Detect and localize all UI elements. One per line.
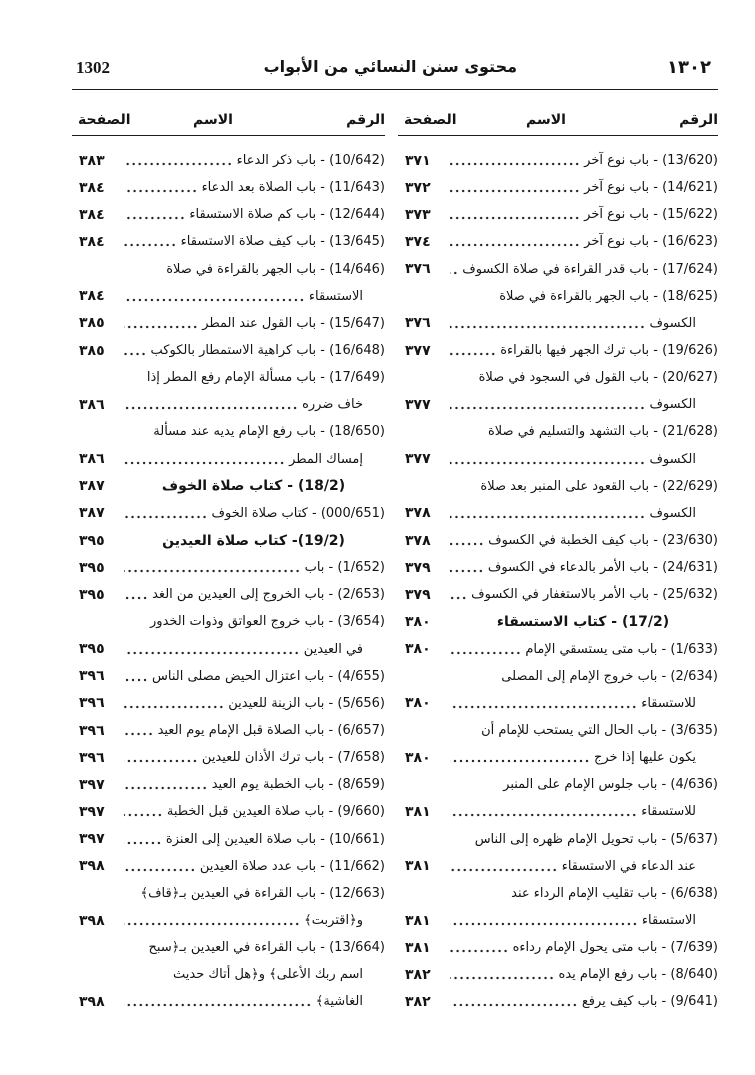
toc-entry-line — [398, 961, 718, 988]
entry-title: (10/661) - باب صلاة العيدين إلى العنزة — [165, 831, 385, 847]
dot-leader — [124, 663, 148, 690]
entry-title: (5/637) - باب تحويل الإمام ظهره إلى الناس — [474, 831, 718, 847]
entry-title: (18/650) - باب رفع الإمام يديه عند مسألة — [153, 424, 385, 440]
entry-title: (15/622) - باب نوع آخر — [584, 207, 718, 223]
section-heading-line — [398, 608, 718, 635]
toc-entry-line — [398, 527, 718, 554]
dot-leader — [124, 717, 154, 744]
column-header — [398, 108, 718, 136]
toc-entry-line — [398, 907, 718, 934]
entry-title: (9/660) - باب صلاة العيدين قبل الخطبة — [166, 804, 385, 820]
dot-leader — [124, 147, 233, 174]
toc-entry-line — [72, 256, 385, 283]
entry-title: الاستسقاء — [308, 288, 363, 304]
toc-entry-line — [72, 826, 385, 853]
entry-title: الكسوف — [649, 451, 696, 467]
entry-title: الكسوف — [649, 505, 696, 521]
entry-title: (7/639) - باب متى يحول الإمام رداءه — [512, 940, 718, 956]
entry-title: يكون عليها إذا خرج — [593, 750, 696, 766]
toc-entry-line — [72, 744, 385, 771]
page-number-arabic: ١٣٠٢ — [667, 57, 711, 78]
entry-title: (22/629) - باب القعود على المنبر بعد صلاة — [480, 478, 718, 494]
dot-leader — [450, 500, 645, 527]
dot-leader — [124, 690, 224, 717]
entry-page-number: ٣٧٨ — [405, 532, 431, 549]
toc-entries — [398, 147, 718, 1016]
entry-page-number: ٣٨٢ — [405, 993, 431, 1010]
entry-page-number: ٣٨٥ — [79, 342, 105, 359]
entry-page-number: ٣٨١ — [405, 912, 431, 929]
entry-title: (10/642) - باب ذكر الدعاء — [236, 153, 385, 169]
entry-page-number: ٣٨٦ — [79, 396, 105, 413]
toc-entry-line — [398, 988, 718, 1015]
entry-title: (16/648) - باب كراهية الاستمطار بالكوكب — [150, 343, 385, 359]
dot-leader — [124, 744, 198, 771]
entry-page-number: ٣٩٨ — [79, 858, 105, 875]
column-header-number: الرقم — [346, 112, 385, 128]
toc-entry-line — [72, 988, 385, 1015]
dot-leader — [124, 826, 162, 853]
column-header-name: الاسم — [193, 112, 233, 128]
entry-page-number: ٣٨٤ — [79, 179, 105, 196]
toc-column-left — [72, 108, 385, 1016]
dot-leader — [450, 581, 467, 608]
dot-leader — [124, 636, 300, 663]
entry-page-number: ٣٨٤ — [79, 206, 105, 223]
entry-title: خاف ضرره — [302, 397, 363, 413]
entry-page-number: ٣٨٠ — [405, 695, 431, 712]
entry-title: و﴿اقتربت﴾ — [304, 913, 363, 928]
entry-page-number: ٣٨٢ — [405, 966, 431, 983]
toc-entry-line — [398, 364, 718, 391]
toc-entry-line — [72, 636, 385, 663]
entry-page-number: ٣٩٥ — [79, 532, 105, 549]
toc-entry-line — [398, 473, 718, 500]
entry-title: (24/631) - باب الأمر بالدعاء في الكسوف — [487, 560, 718, 576]
entry-page-number: ٣٧٤ — [405, 233, 431, 250]
toc-entry-line — [398, 798, 718, 825]
toc-entry-line — [398, 391, 718, 418]
entry-page-number: ٣٨٠ — [405, 641, 431, 658]
dot-leader — [450, 853, 558, 880]
entry-title: (11/643) - باب الصلاة بعد الدعاء — [201, 180, 385, 196]
entry-title: الكسوف — [649, 397, 696, 413]
column-header-page: الصفحة — [404, 112, 457, 128]
entry-page-number: ٣٧٧ — [405, 342, 431, 359]
entry-title: (6/657) - باب الصلاة قبل الإمام يوم العيد — [157, 723, 385, 739]
dot-leader — [124, 310, 198, 337]
toc-entry-line — [72, 500, 385, 527]
entry-page-number: ٣٧٧ — [405, 396, 431, 413]
dot-leader — [450, 744, 590, 771]
entry-title: (2/634) - باب خروج الإمام إلى المصلى — [501, 668, 718, 684]
dot-leader — [124, 500, 208, 527]
toc-entry-line — [72, 880, 385, 907]
toc-entry-line — [72, 364, 385, 391]
toc-entry-line — [72, 418, 385, 445]
toc-entry-line — [72, 934, 385, 961]
column-header — [72, 108, 385, 136]
entry-page-number: ٣٨٧ — [79, 505, 105, 522]
entry-title: (000/651) - كتاب صلاة الخوف — [211, 505, 385, 521]
page-number-latin: 1302 — [76, 58, 110, 77]
toc-entry-line — [72, 907, 385, 934]
entry-title: (4/636) - باب جلوس الإمام على المنبر — [503, 777, 718, 793]
dot-leader — [450, 446, 645, 473]
section-title: (17/2) - كتاب الاستسقاء — [496, 613, 670, 630]
dot-leader — [450, 636, 521, 663]
dot-leader — [124, 988, 312, 1015]
toc-entry-line — [398, 228, 718, 255]
toc-entry-line — [398, 853, 718, 880]
toc-entry-line — [398, 581, 718, 608]
dot-leader — [450, 337, 496, 364]
entry-title: (18/625) - باب الجهر بالقراءة في صلاة — [499, 288, 718, 304]
toc-entry-line — [72, 717, 385, 744]
dot-leader — [450, 798, 637, 825]
entry-page-number: ٣٧٧ — [405, 451, 431, 468]
entry-page-number: ٣٩٥ — [79, 559, 105, 576]
entry-page-number: ٣٩٦ — [79, 722, 105, 739]
dot-leader — [450, 201, 580, 228]
entry-page-number: ٣٩٧ — [79, 776, 105, 793]
toc-entry-line — [398, 283, 718, 310]
dot-leader — [124, 853, 196, 880]
dot-leader — [124, 228, 177, 255]
toc-entry-line — [398, 826, 718, 853]
section-title: (18/2) - كتاب صلاة الخوف — [161, 478, 346, 495]
header-rule — [72, 89, 718, 90]
entry-title: (13/645) - باب كيف صلاة الاستسقاء — [180, 234, 385, 250]
dot-leader — [450, 228, 580, 255]
toc-entry-line — [72, 798, 385, 825]
toc-entry-line — [398, 310, 718, 337]
entry-title: (23/630) - باب كيف الخطبة في الكسوف — [488, 533, 718, 549]
dot-leader — [450, 961, 555, 988]
entry-title: (5/656) - باب الزينة للعيدين — [228, 695, 385, 711]
dot-leader — [450, 988, 578, 1015]
dot-leader — [450, 527, 484, 554]
section-heading-line — [72, 473, 385, 500]
dot-leader — [124, 907, 300, 934]
toc-entry-line — [72, 201, 385, 228]
entry-title: (9/641) - باب كيف يرفع — [581, 994, 718, 1010]
toc-entry-line — [72, 608, 385, 635]
entry-page-number: ٣٩٥ — [79, 586, 105, 603]
toc-column-right — [398, 108, 718, 1016]
toc-entry-line — [72, 228, 385, 255]
entry-page-number: ٣٩٦ — [79, 695, 105, 712]
toc-entry-line — [72, 391, 385, 418]
dot-leader — [124, 581, 148, 608]
dot-leader — [450, 934, 509, 961]
toc-entry-line — [398, 934, 718, 961]
dot-leader — [124, 283, 305, 310]
entry-title: (3/635) - باب الحال التي يستحب للإمام أن — [481, 723, 718, 739]
entry-page-number: ٣٧٩ — [405, 586, 431, 603]
entry-title: (12/663) - باب القراءة في العيدين بـ﴿قاف﴾ — [140, 885, 385, 901]
dot-leader — [450, 554, 484, 581]
entry-title: (4/655) - باب اعتزال الحيض مصلى الناس — [152, 668, 385, 684]
entry-title: الغاشية﴾ — [315, 994, 363, 1010]
entry-title: (14/646) - باب الجهر بالقراءة في صلاة — [166, 261, 385, 277]
entry-title: (1/633) - باب متى يستسقي الإمام — [525, 641, 718, 657]
entry-title: للاستسقاء — [641, 695, 696, 711]
entry-title: (20/627) - باب القول في السجود في صلاة — [478, 370, 718, 386]
entry-title: (14/621) - باب نوع آخر — [584, 180, 718, 196]
entry-page-number: ٣٨٤ — [79, 233, 105, 250]
entry-page-number: ٣٧٢ — [405, 179, 431, 196]
entry-page-number: ٣٩٦ — [79, 668, 105, 685]
entry-page-number: ٣٨٤ — [79, 288, 105, 305]
dot-leader — [124, 798, 163, 825]
entry-page-number: ٣٨٣ — [79, 152, 105, 169]
section-title: (19/2)- كتاب صلاة العيدين — [162, 532, 345, 549]
toc-entry-line — [398, 337, 718, 364]
toc-entry-line — [398, 880, 718, 907]
entry-title: الكسوف — [649, 315, 696, 331]
entry-title: (1/652) - باب — [304, 560, 385, 576]
toc-entry-line — [398, 663, 718, 690]
column-header-page: الصفحة — [78, 112, 131, 128]
entry-page-number: ٣٨٦ — [79, 451, 105, 468]
entry-title: (8/640) - باب رفع الإمام يده — [558, 967, 718, 983]
toc-entry-line — [72, 853, 385, 880]
entry-page-number: ٣٨٥ — [79, 315, 105, 332]
entry-title: (6/638) - باب تقليب الإمام الرداء عند — [511, 885, 718, 901]
entry-title: (3/654) - باب خروج العواتق وذوات الخدور — [150, 614, 385, 630]
column-header-number: الرقم — [679, 112, 718, 128]
toc-entry-line — [398, 446, 718, 473]
column-header-name: الاسم — [526, 112, 566, 128]
entry-title: (25/632) - باب الأمر بالاستغفار في الكسوف — [471, 587, 718, 603]
entry-title: (7/658) - باب ترك الأذان للعيدين — [201, 750, 385, 766]
toc-entry-line — [398, 500, 718, 527]
entry-title: عند الدعاء في الاستسقاء — [561, 858, 696, 874]
entry-page-number: ٣٧٨ — [405, 505, 431, 522]
toc-entries — [72, 147, 385, 1016]
toc-entry-line — [398, 554, 718, 581]
dot-leader — [124, 554, 301, 581]
entry-title: إمساك المطر — [289, 451, 363, 467]
dot-leader — [450, 907, 638, 934]
entry-title: (16/623) - باب نوع آخر — [584, 234, 718, 250]
entry-page-number: ٣٧٦ — [405, 261, 431, 278]
entry-title: (17/649) - باب مسألة الإمام رفع المطر إذا — [146, 370, 385, 386]
entry-page-number: ٣٧٣ — [405, 206, 431, 223]
toc-entry-line — [72, 337, 385, 364]
entry-title: (8/659) - باب الخطبة يوم العيد — [211, 777, 385, 793]
toc-entry-line — [72, 961, 385, 988]
dot-leader — [124, 201, 185, 228]
entry-page-number: ٣٩٧ — [79, 803, 105, 820]
entry-page-number: ٣٧٩ — [405, 559, 431, 576]
entry-title: اسم ربك الأعلى﴾ و﴿هل أتاك حديث — [173, 967, 363, 983]
toc-entry-line — [398, 771, 718, 798]
toc-entry-line — [72, 310, 385, 337]
toc-entry-line — [398, 690, 718, 717]
entry-page-number: ٣٩٨ — [79, 993, 105, 1010]
toc-entry-line — [72, 147, 385, 174]
entry-page-number: ٣٩٨ — [79, 912, 105, 929]
toc-entry-line — [398, 744, 718, 771]
toc-entry-line — [72, 554, 385, 581]
entry-title: للاستسقاء — [641, 804, 696, 820]
toc-entry-line — [72, 581, 385, 608]
dot-leader — [450, 690, 637, 717]
dot-leader — [450, 174, 580, 201]
entry-title: (12/644) - باب كم صلاة الاستسقاء — [189, 207, 385, 223]
entry-title: (15/647) - باب القول عند المطر — [202, 315, 385, 331]
entry-title: (2/653) - باب الخروج إلى العيدين من الغد — [152, 587, 385, 603]
toc-entry-line — [398, 201, 718, 228]
dot-leader — [450, 310, 645, 337]
dot-leader — [124, 446, 285, 473]
toc-entry-line — [72, 663, 385, 690]
entry-page-number: ٣٧٦ — [405, 315, 431, 332]
toc-entry-line — [72, 771, 385, 798]
toc-entry-line — [72, 174, 385, 201]
running-title: محتوى سنن النسائي من الأبواب — [263, 57, 517, 76]
toc-entry-line — [398, 418, 718, 445]
entry-title: (11/662) - باب عدد صلاة العيدين — [199, 858, 385, 874]
entry-page-number: ٣٨١ — [405, 858, 431, 875]
entry-title: (21/628) - باب التشهد والتسليم في صلاة — [487, 424, 718, 440]
entry-page-number: ٣٨١ — [405, 939, 431, 956]
toc-entry-line — [72, 446, 385, 473]
toc-entry-line — [398, 174, 718, 201]
dot-leader — [124, 391, 298, 418]
toc-entry-line — [398, 636, 718, 663]
entry-page-number: ٣٩٦ — [79, 749, 105, 766]
toc-entry-line — [398, 717, 718, 744]
toc-entry-line — [72, 690, 385, 717]
dot-leader — [124, 771, 208, 798]
entry-page-number: ٣٨٧ — [79, 478, 105, 495]
entry-page-number: ٣٨٠ — [405, 613, 431, 630]
dot-leader — [450, 147, 580, 174]
toc-entry-line — [398, 256, 718, 283]
entry-title: (13/620) - باب نوع آخر — [584, 153, 718, 169]
toc-entry-line — [72, 283, 385, 310]
entry-page-number: ٣٨٠ — [405, 749, 431, 766]
toc-entry-line — [398, 147, 718, 174]
entry-page-number: ٣٨١ — [405, 803, 431, 820]
entry-page-number: ٣٧١ — [405, 152, 431, 169]
entry-title: في العيدين — [303, 641, 363, 657]
dot-leader — [450, 391, 645, 418]
entry-page-number: ٣٩٥ — [79, 641, 105, 658]
entry-title: (13/664) - باب القراءة في العيدين بـ﴿سبح — [148, 940, 385, 956]
entry-title: (19/626) - باب ترك الجهر فيها بالقراءة — [500, 343, 718, 359]
entry-title: (17/624) - باب قدر القراءة في صلاة الكسوف — [462, 261, 718, 277]
dot-leader — [124, 174, 198, 201]
entry-title: الاستسقاء — [641, 913, 696, 928]
dot-leader — [450, 256, 458, 283]
entry-page-number: ٣٩٧ — [79, 831, 105, 848]
dot-leader — [124, 337, 147, 364]
section-heading-line — [72, 527, 385, 554]
